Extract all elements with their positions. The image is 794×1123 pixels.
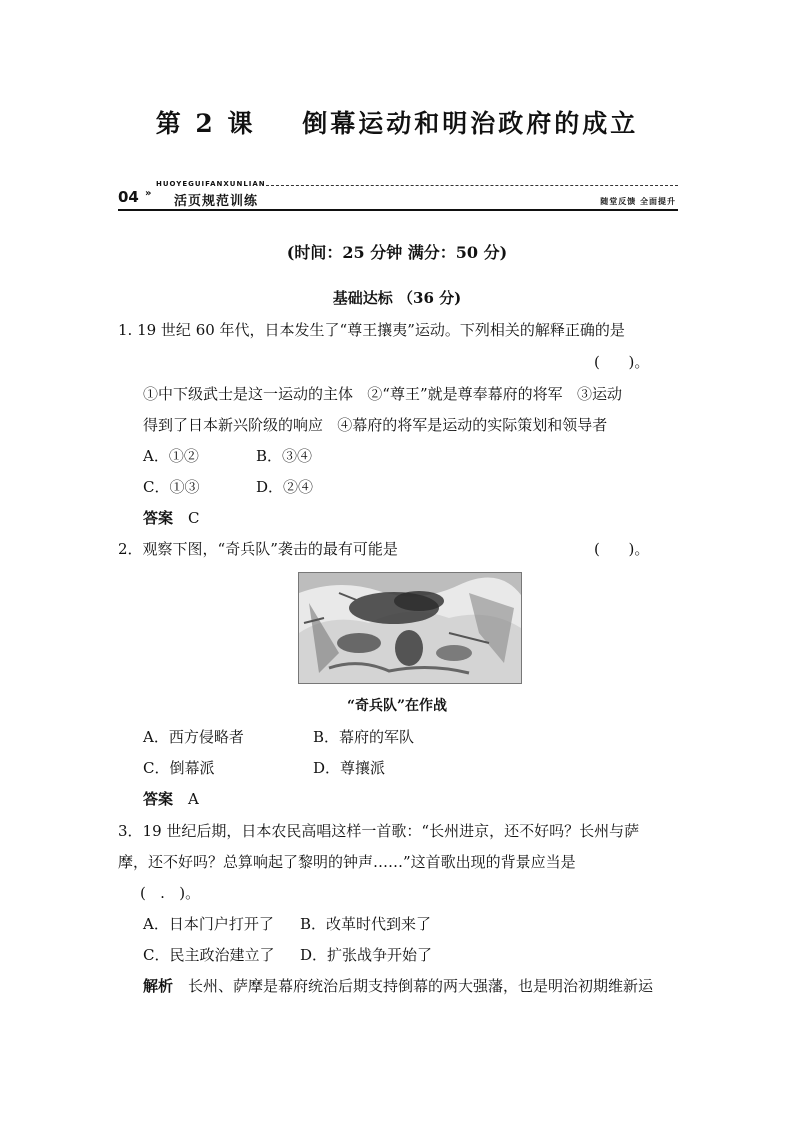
question-2-stem: 2．观察下图，“奇兵队”袭击的最有可能是 <box>118 540 398 558</box>
option-a: A．西方侵略者 <box>143 728 244 746</box>
question-1-stem: 1. 19 世纪 60 年代，日本发生了“尊王攘夷”运动。下列相关的解释正确的是 <box>118 321 625 339</box>
time-limit: (时间：25 分钟 满分：50 分) <box>286 243 508 262</box>
banner-dotted-rule <box>266 185 678 186</box>
option-d: D．扩张战争开始了 <box>300 946 433 964</box>
chevron-icon: » <box>145 188 152 199</box>
section-banner <box>118 180 678 212</box>
option-a: A．①② <box>143 447 199 465</box>
question-2-blank: ( )。 <box>594 540 650 558</box>
option-c: C．倒幕派 <box>143 759 215 777</box>
section-title: 基础达标 （36 分) <box>332 289 462 307</box>
question-1-statement-line: ①中下级武士是这一运动的主体 ②“尊王”就是尊奉幕府的将军 ③运动 <box>143 385 622 403</box>
analysis-label: 解析 <box>143 977 174 995</box>
lesson-title: 第 2 课 倒幕运动和明治政府的成立 <box>155 109 639 138</box>
banner-number: 04 <box>118 188 139 206</box>
figure-caption: “奇兵队”在作战 <box>346 698 448 714</box>
option-a: A．日本门户打开了 <box>143 915 274 933</box>
option-b: B．幕府的军队 <box>313 728 415 746</box>
answer-label: 答案 <box>143 790 174 808</box>
option-c: C．①③ <box>143 478 200 496</box>
battle-illustration <box>298 572 522 684</box>
question-3-blank: ( . )。 <box>140 884 201 902</box>
battle-scene-drawing <box>299 573 521 683</box>
question-3-stem-line: 3．19 世纪后期，日本农民高唱这样一首歌：“长州进京，还不好吗？长州与萨 <box>118 822 640 840</box>
answer-label: 答案 <box>143 509 174 527</box>
analysis-text: 长州、萨摩是幕府统治后期支持倒幕的两大强藩，也是明治初期维新运 <box>188 977 654 995</box>
question-1-statement-line: 得到了日本新兴阶级的响应 ④幕府的将军是运动的实际策划和领导者 <box>143 416 608 434</box>
banner-label: 活页规范训练 <box>174 194 259 209</box>
option-b: B．③④ <box>256 447 313 465</box>
option-c: C．民主政治建立了 <box>143 946 275 964</box>
banner-pinyin: HUOYEGUIFANXUNLIAN <box>156 180 266 188</box>
option-d: D．②④ <box>256 478 314 496</box>
answer-value: C <box>188 509 200 527</box>
option-b: B．改革时代到来了 <box>300 915 432 933</box>
question-3-stem-line: 摩，还不好吗？总算响起了黎明的钟声……”这首歌出现的背景应当是 <box>118 853 576 871</box>
question-1-blank: ( )。 <box>594 353 650 371</box>
banner-right-text: 随堂反馈 全面提升 <box>600 197 676 206</box>
option-d: D．尊攘派 <box>313 759 386 777</box>
answer-value: A <box>188 790 199 808</box>
banner-rule <box>118 209 678 211</box>
